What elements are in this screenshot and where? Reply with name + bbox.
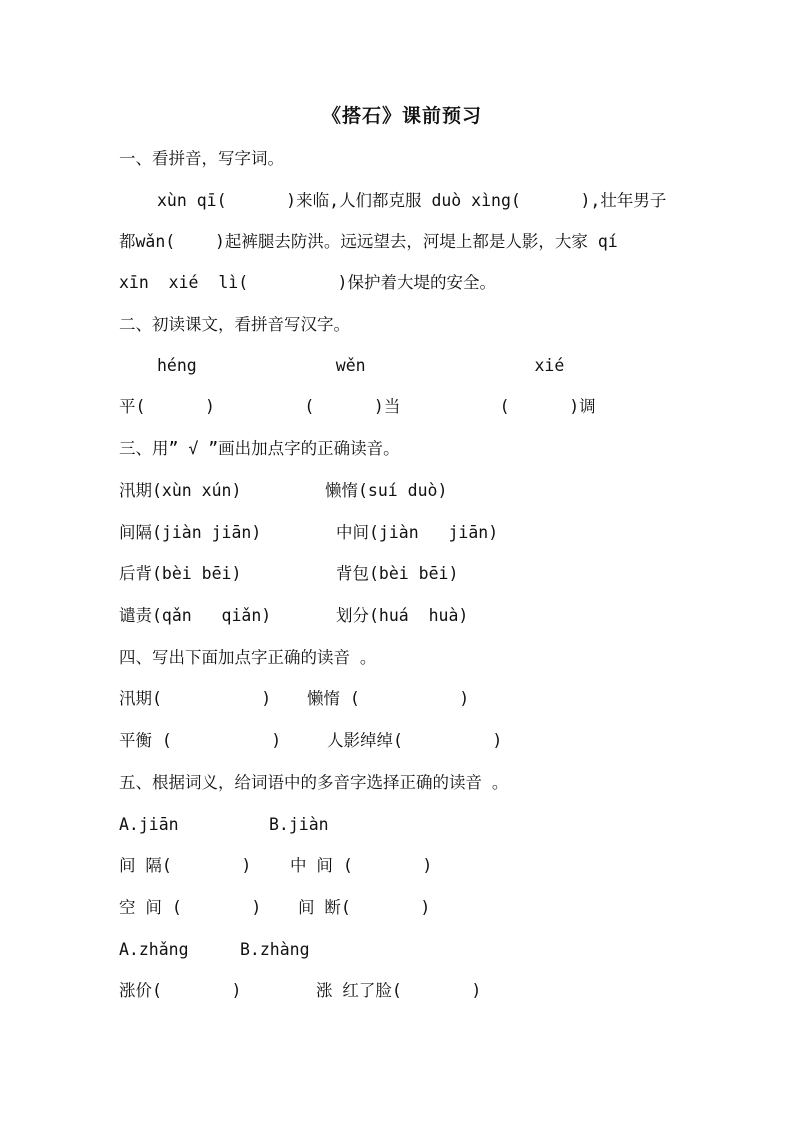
section-5-item: 间 断( ) [298, 898, 431, 917]
section-5-option: B.jiàn [269, 815, 329, 834]
section-3-heading: 三、用” √ ”画出加点字的正确读音。 [119, 439, 400, 458]
section-1-heading: 一、看拼音，写字词。 [119, 149, 284, 168]
section-5-item: 涨 红了脸( ) [316, 981, 482, 1000]
section-3-item: 懒惰(suí duò) [325, 481, 448, 500]
section-4-item: 人影绰绰( ) [327, 731, 503, 750]
section-4-item: 懒惰 ( ) [307, 689, 470, 708]
section-3-item: 谴责(qǎn qiǎn) [119, 606, 272, 625]
section-2-char-line: 平( ) ( )当 ( )调 [119, 397, 596, 416]
section-4-item: 汛期( ) [119, 689, 272, 708]
section-1-line: xùn qī( )来临,人们都克服 duò xìng( ),壮年男子 [157, 191, 667, 210]
section-5-item: 中 间 ( ) [290, 856, 433, 875]
section-5-item: 空 间 ( ) [119, 898, 262, 917]
section-3-item: 背包(bèi bēi) [336, 564, 459, 583]
section-2-pinyin-line: héng wěn xié [157, 356, 565, 375]
section-3-item: 间隔(jiàn jiān) [119, 523, 262, 542]
section-5-item: 间 隔( ) [119, 856, 252, 875]
section-3-item: 中间(jiàn jiān) [336, 523, 499, 542]
section-5-item: 涨价( ) [119, 981, 242, 1000]
section-1-line: 都wǎn( )起裤腿去防洪。远远望去，河堤上都是人影，大家 qí [119, 232, 618, 251]
section-2-heading: 二、初读课文，看拼音写汉字。 [119, 315, 350, 334]
section-1-line: xīn xié lì( )保护着大堤的安全。 [119, 273, 496, 292]
section-5-option: B.zhàng [240, 940, 310, 959]
section-4-heading: 四、写出下面加点字正确的读音 。 [119, 648, 377, 667]
section-5-heading: 五、根据词义，给词语中的多音字选择正确的读音 。 [119, 773, 509, 792]
page-title: 《搭石》课前预习 [322, 105, 483, 127]
section-3-item: 后背(bèi bēi) [119, 564, 242, 583]
section-4-item: 平衡 ( ) [119, 731, 282, 750]
section-3-item: 划分(huá huà) [336, 606, 469, 625]
section-5-option: A.zhǎng [119, 940, 189, 959]
section-3-item: 汛期(xùn xún) [119, 481, 242, 500]
section-5-option: A.jiān [119, 815, 179, 834]
